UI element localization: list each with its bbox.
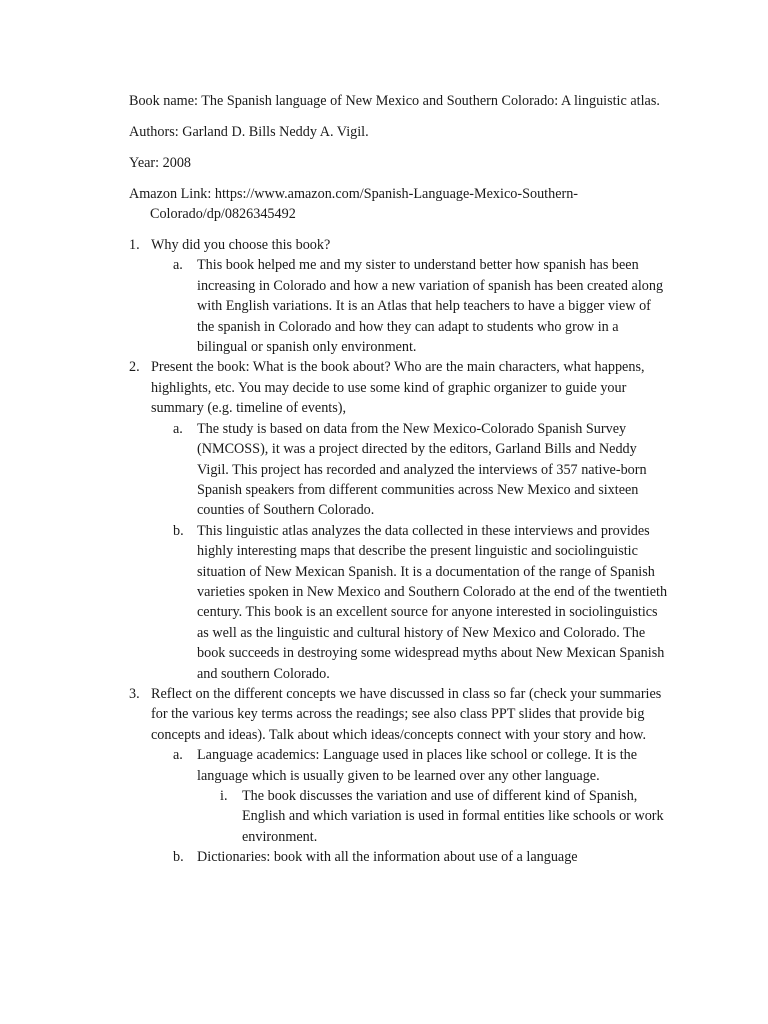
question-text: Why did you choose this book?: [151, 237, 331, 254]
answer-text: This linguistic atlas analyzes the data collected in these interviews and provides highly interesting maps that describe the present linguistic and sociolinguistic situation of New Mexican Spanish. It is a documentation of the range of Spanish varieties spoken in New Mexico and Southern Colorado at the end of the twentieth century. This book is an excellent source for anyone interested in sociolinguistics as well as the linguistic and cultural history of New Mexico and Colorado. The book succeeds in destroying some widespread myths about New Mexican Spanish and southern Colorado.: [197, 522, 668, 682]
answer-list: [151, 419, 668, 684]
sub-answer-text: The book discusses the variation and use of different kind of Spanish, English and which variation is used in formal entities like schools or work environment.: [242, 788, 664, 845]
answer-item: [151, 745, 668, 847]
answer-item: [151, 847, 668, 867]
answer-letter: a.: [173, 747, 183, 764]
answer-list: [151, 745, 668, 867]
authors: Authors: Garland D. Bills Neddy A. Vigil.: [129, 123, 369, 140]
answer-letter: a.: [173, 420, 183, 437]
sub-answer-number: i.: [220, 788, 228, 804]
question-item: [129, 357, 668, 684]
question-item: [129, 684, 668, 868]
question-text: Present the book: What is the book about? Who are the main characters, what happens, highlights, etc. You may decide to use some kind of graphic organizer to guide your summary (e.g. timeline of events),: [151, 359, 645, 417]
answer-letter: b.: [173, 849, 184, 866]
book-name: Book name: The Spanish language of New Mexico and Southern Colorado: A linguistic atlas.: [129, 93, 660, 109]
question-number: 3.: [129, 685, 140, 702]
answer-letter: a.: [173, 257, 183, 274]
answer-text: This book helped me and my sister to understand better how spanish has been increasing in Colorado and how a new variation of spanish has been created along with English variations. It is an Atlas that help teachers to have a bigger view of the spanish in Colorado and how they can adapt to students who grow in a bilingual or spanish only environment.: [197, 257, 664, 356]
answer-text: Language academics: Language used in places like school or college. It is the language which is usually given to be learned over any other language.: [197, 747, 638, 784]
answer-list: [151, 255, 668, 357]
answer-text: Dictionaries: book with all the information about use of a language: [197, 849, 578, 866]
amazon-link: Amazon Link: https://www.amazon.com/Spanish-Language-Mexico-Southern-Colorado/dp/0826345492: [129, 185, 579, 223]
answer-item: [151, 521, 668, 684]
question-number: 1.: [129, 237, 140, 254]
year: Year: 2008: [129, 154, 192, 171]
sub-answer-list: [197, 786, 668, 847]
answer-item: [151, 255, 668, 357]
answer-letter: b.: [173, 522, 184, 539]
sub-answer-item: [197, 786, 668, 847]
question-text: Reflect on the different concepts we have discussed in class so far (check your summaries for the various key terms across the readings; see also class PPT slides that provide big concepts and ideas). Talk about which ideas/concepts connect with your story and how.: [151, 685, 662, 743]
question-item: [129, 235, 668, 357]
answer-text: The study is based on data from the New Mexico-Colorado Spanish Survey (NMCOSS), it was a project directed by the editors, Garland Bills and Neddy Vigil. This project has recorded and analyzed the interviews of 357 native-born Spanish speakers from different communities across New Mexico and sixteen counties of Southern Colorado.: [197, 420, 647, 519]
question-list: [129, 235, 668, 868]
question-number: 2.: [129, 359, 140, 376]
answer-item: [151, 419, 668, 521]
